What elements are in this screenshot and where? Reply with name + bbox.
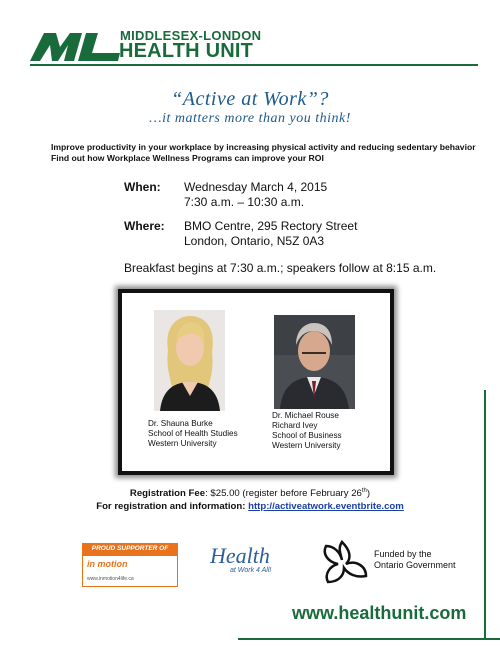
speaker-caption-burke — [148, 419, 238, 449]
website-url[interactable]: www.healthunit.com — [292, 603, 467, 623]
ml-logo-mark — [30, 33, 120, 61]
registration-fee-label: Registration Fee — [129, 488, 206, 500]
speaker-photo-rouse — [274, 315, 355, 409]
intro-line-2: Find out how Workplace Wellness Programs can improve your ROI — [51, 153, 324, 163]
speakers-panel — [118, 289, 394, 475]
speaker-photo-burke — [154, 310, 225, 411]
registration-fee-close: ) — [366, 488, 371, 500]
event-subtitle: …it matters more than you think! — [149, 111, 351, 126]
speaker-affiliation: School of Health Studies — [148, 429, 238, 438]
event-title: “Active at Work”? — [171, 88, 329, 110]
intro-text — [51, 142, 476, 164]
registration-info-line — [0, 501, 500, 512]
event-city: London, Ontario, N5Z 0A3 — [184, 234, 325, 248]
intro-line-1: Improve productivity in your workplace by increasing physical activity and reducing sedentary behavior — [51, 142, 476, 152]
speaker-affiliation-2: School of Business — [272, 431, 342, 440]
registration-link[interactable]: http://activeatwork.eventbrite.com — [248, 501, 404, 512]
badge-header: PROUD SUPPORTER OF — [82, 543, 178, 555]
funded-by-text — [374, 549, 456, 571]
badge-brand: in motion — [87, 559, 128, 569]
registration-fee: : $25.00 (register before February 26 — [205, 488, 362, 500]
registration-info-label: For registration and information: — [96, 501, 246, 512]
registration-fee-sup: th — [361, 488, 367, 494]
speaker-affiliation: Richard Ivey — [272, 421, 318, 430]
speaker-caption-rouse — [272, 411, 342, 451]
where-label: Where: — [124, 219, 165, 233]
event-date: Wednesday March 4, 2015 — [184, 180, 328, 194]
hw-logo-tagline: at Work 4 All! — [230, 567, 272, 574]
org-name-line1: MIDDLESEX-LONDON — [120, 28, 262, 43]
speaker-name: Dr. Michael Rouse — [272, 411, 339, 420]
inmotion-supporter-badge — [82, 543, 178, 587]
footer-vertical-rule — [484, 390, 486, 638]
health-at-work-logo — [208, 543, 288, 579]
org-name-line2: HEALTH UNIT — [119, 40, 254, 62]
badge-body — [82, 555, 178, 587]
speaker-institution: Western University — [272, 441, 341, 450]
event-venue: BMO Centre, 295 Rectory Street — [184, 219, 358, 233]
speaker-name: Dr. Shauna Burke — [148, 419, 213, 428]
speaker-institution: Western University — [148, 439, 217, 448]
hw-logo-word: Health — [210, 543, 270, 568]
registration-fee-line — [0, 488, 500, 499]
event-time: 7:30 a.m. – 10:30 a.m. — [184, 195, 305, 209]
funded-line-2: Ontario Government — [374, 560, 456, 570]
ontario-trillium-icon — [316, 540, 368, 584]
header-divider — [30, 64, 478, 66]
funded-line-1: Funded by the — [374, 549, 432, 559]
breakfast-note: Breakfast begins at 7:30 a.m.; speakers follow at 8:15 a.m. — [124, 261, 437, 275]
badge-url: www.inmotion4life.ca — [87, 576, 134, 582]
when-label: When: — [124, 180, 161, 194]
footer-horizontal-rule — [238, 638, 500, 640]
